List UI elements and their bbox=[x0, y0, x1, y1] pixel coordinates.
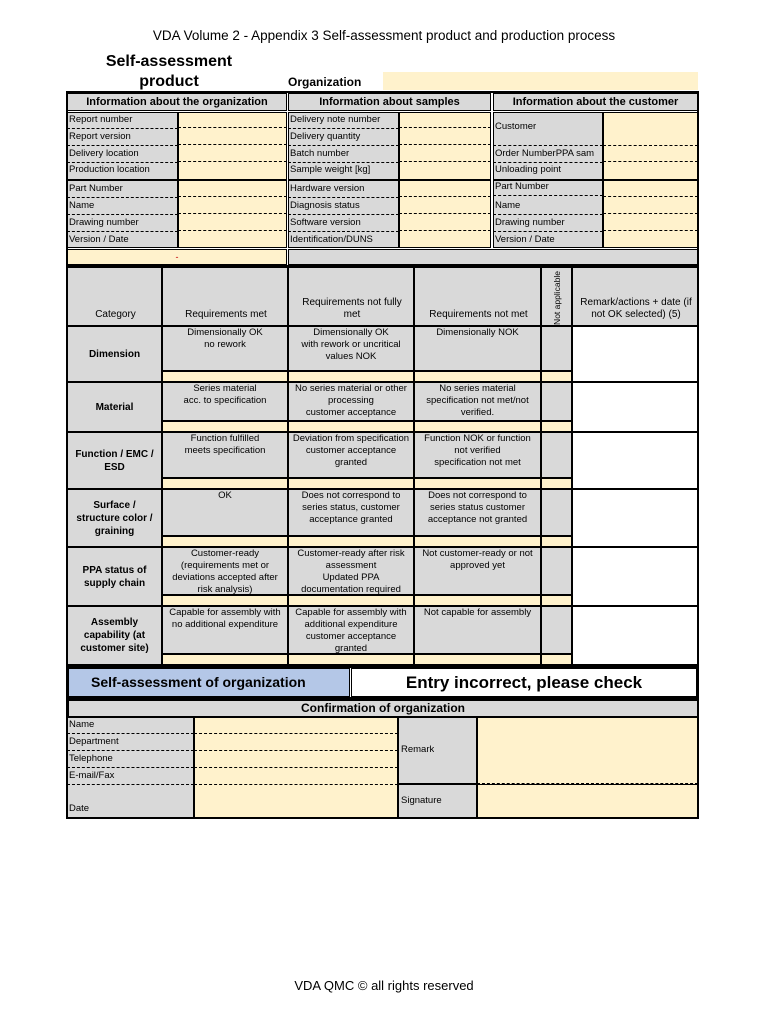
table-cell-entry-not-fully[interactable] bbox=[288, 371, 414, 382]
table-cell-not-applicable[interactable] bbox=[541, 547, 572, 595]
table-cell-text: Not capable for assembly bbox=[423, 607, 532, 618]
table-cell-entry-not-fully[interactable] bbox=[288, 654, 414, 665]
table-cell-text: Capable for assembly with additional expenditure customer acceptance granted bbox=[295, 607, 407, 654]
confirmation-input-date[interactable] bbox=[194, 785, 398, 818]
table-cell-text: Customer-ready (requirements met or deviations accepted after risk analysis) bbox=[172, 548, 278, 595]
remark-label-box bbox=[398, 717, 477, 784]
assessment-result-text: Entry incorrect, please check bbox=[405, 673, 643, 692]
sample-field-sample-weight: Sample weight [kg] bbox=[290, 164, 371, 175]
table-cell-not-applicable[interactable] bbox=[541, 326, 572, 371]
samples-info-header: Information about samples bbox=[288, 93, 491, 111]
assessment-result bbox=[351, 668, 697, 697]
customer-input-drawing-number[interactable] bbox=[603, 215, 698, 231]
table-cell-not-met bbox=[414, 489, 541, 536]
customer-field-part-number: Part Number bbox=[493, 179, 603, 196]
table-cell-text: Does not correspond to series status customer acceptance not granted bbox=[427, 490, 528, 525]
customer-field-name: Name bbox=[493, 198, 603, 215]
org-input-name[interactable] bbox=[178, 198, 287, 214]
sample-field-delivery-quantity: Delivery quantity bbox=[288, 129, 399, 146]
sample-input-hardware-version[interactable] bbox=[399, 181, 491, 197]
table-cell-text: Customer-ready after risk assessment Updated PPA documentation required bbox=[297, 548, 405, 595]
table-row-category: Dimension bbox=[67, 326, 162, 382]
table-cell-remark[interactable] bbox=[572, 432, 698, 489]
table-cell-remark[interactable] bbox=[572, 606, 698, 665]
footer-copyright: VDA QMC © all rights reserved bbox=[294, 978, 474, 993]
table-cell-met bbox=[162, 606, 288, 654]
table-cell-not-fully bbox=[288, 326, 414, 371]
sample-field-hardware-version: Hardware version bbox=[288, 181, 399, 198]
org-field-report-version: Report version bbox=[67, 129, 178, 146]
table-cell-entry-not-fully[interactable] bbox=[288, 536, 414, 547]
org-input-part-number[interactable] bbox=[178, 181, 287, 197]
table-cell-entry-not-met[interactable] bbox=[414, 371, 541, 382]
org-field-version-date: Version / Date bbox=[69, 234, 129, 245]
table-cell-entry-met[interactable] bbox=[162, 478, 288, 489]
table-cell-text: Function NOK or function not verified specification not met bbox=[424, 433, 531, 468]
status-field[interactable] bbox=[67, 249, 287, 265]
table-cell-text: Dimensionally OK with rework or uncritical values NOK bbox=[301, 327, 401, 362]
table-cell-text: No series material or other processing customer acceptance bbox=[295, 383, 407, 418]
org-field-name: Name bbox=[67, 198, 178, 215]
customer-input-version-date[interactable] bbox=[603, 232, 698, 248]
table-cell-not-applicable[interactable] bbox=[541, 432, 572, 478]
form-title bbox=[88, 52, 250, 92]
table-header-met bbox=[162, 267, 288, 326]
sample-input-software-version[interactable] bbox=[399, 215, 491, 231]
header-met-label: Requirements met bbox=[185, 309, 267, 320]
remark-input[interactable] bbox=[477, 717, 698, 784]
table-cell-met bbox=[162, 547, 288, 595]
table-cell-not-met bbox=[414, 547, 541, 595]
table-header-not-fully bbox=[288, 267, 414, 326]
confirmation-field-date: Date bbox=[69, 803, 90, 814]
confirmation-field-telephone: Telephone bbox=[67, 751, 194, 768]
org-field-report-number: Report number bbox=[67, 112, 178, 129]
table-cell-entry-not-met[interactable] bbox=[414, 654, 541, 665]
signature-label: Signature bbox=[401, 795, 442, 806]
table-cell-remark[interactable] bbox=[572, 489, 698, 547]
sample-field-software-version: Software version bbox=[288, 215, 399, 232]
table-cell-entry-met[interactable] bbox=[162, 595, 288, 606]
customer-field-version-date: Version / Date bbox=[495, 234, 555, 245]
header-na-label: Not applicable bbox=[552, 271, 562, 325]
sample-field-batch-number: Batch number bbox=[288, 146, 399, 163]
table-cell-met bbox=[162, 326, 288, 371]
org-input-version-date[interactable] bbox=[178, 232, 287, 248]
table-cell-not-fully bbox=[288, 547, 414, 595]
table-cell-entry-not-applicable[interactable] bbox=[541, 421, 572, 432]
signature-input[interactable] bbox=[477, 784, 698, 818]
table-cell-not-fully bbox=[288, 382, 414, 421]
table-cell-not-fully bbox=[288, 489, 414, 536]
confirmation-field-name: Name bbox=[67, 717, 194, 734]
signature-label-box bbox=[398, 784, 477, 818]
confirmation-input-telephone[interactable] bbox=[194, 751, 398, 768]
customer-field-unloading-point: Unloading point bbox=[495, 164, 562, 175]
table-header-remark bbox=[572, 267, 698, 326]
table-cell-remark[interactable] bbox=[572, 326, 698, 382]
form-title-line2: product bbox=[139, 73, 199, 90]
table-cell-text: Not customer-ready or not approved yet bbox=[422, 548, 533, 571]
table-row-category: Function / EMC / ESD bbox=[67, 432, 162, 489]
sample-field-diagnosis-status: Diagnosis status bbox=[288, 198, 399, 215]
table-cell-text: Dimensionally NOK bbox=[436, 327, 519, 338]
table-cell-not-fully bbox=[288, 606, 414, 654]
customer-info-header: Information about the customer bbox=[493, 93, 698, 111]
table-header-na bbox=[541, 267, 572, 326]
table-cell-text: Deviation from specification customer acceptance granted bbox=[292, 433, 410, 468]
table-cell-not-fully bbox=[288, 432, 414, 478]
org-field-delivery-location: Delivery location bbox=[67, 146, 178, 163]
confirmation-input-email-fax[interactable] bbox=[194, 768, 398, 785]
table-cell-entry-not-met[interactable] bbox=[414, 536, 541, 547]
customer-input-unloading-point[interactable] bbox=[603, 162, 698, 178]
customer-field-drawing-number: Drawing number bbox=[493, 215, 603, 232]
table-cell-met bbox=[162, 432, 288, 478]
form-title-line1: Self-assessment bbox=[105, 53, 233, 70]
table-row-category: PPA status of supply chain bbox=[67, 547, 162, 606]
table-cell-entry-not-applicable[interactable] bbox=[541, 478, 572, 489]
sample-input-identification-duns[interactable] bbox=[399, 232, 491, 248]
sample-field-identification-duns: Identification/DUNS bbox=[290, 234, 373, 245]
org-input-report-version[interactable] bbox=[178, 129, 287, 145]
table-cell-remark[interactable] bbox=[572, 382, 698, 432]
organization-input[interactable] bbox=[383, 72, 698, 90]
confirmation-input-department[interactable] bbox=[194, 734, 398, 751]
header-category-label: Category bbox=[95, 309, 136, 320]
customer-input-order-number[interactable] bbox=[603, 146, 698, 162]
table-cell-entry-met[interactable] bbox=[162, 421, 288, 432]
table-cell-text: Does not correspond to series status, customer acceptance granted bbox=[301, 490, 401, 525]
table-cell-text: Dimensionally OK no rework bbox=[187, 327, 263, 350]
org-input-delivery-location[interactable] bbox=[178, 146, 287, 162]
org-input-drawing-number[interactable] bbox=[178, 215, 287, 231]
header-remark-label: Remark/actions + date (if not OK selected) (5) bbox=[580, 297, 692, 320]
table-cell-entry-not-met[interactable] bbox=[414, 595, 541, 606]
org-field-drawing-number: Drawing number bbox=[67, 215, 178, 232]
assessment-label-text: Self-assessment of organization bbox=[91, 674, 306, 690]
header-not-fully-label: Requirements not fully met bbox=[302, 297, 402, 320]
sample-field-delivery-note: Delivery note number bbox=[288, 112, 399, 129]
org-field-production-location: Production location bbox=[69, 164, 150, 175]
table-header-category bbox=[67, 267, 162, 326]
table-cell-entry-not-fully[interactable] bbox=[288, 478, 414, 489]
table-cell-text: Series material acc. to specification bbox=[183, 383, 267, 406]
table-cell-entry-not-met[interactable] bbox=[414, 478, 541, 489]
table-cell-entry-not-applicable[interactable] bbox=[541, 371, 572, 382]
status-dash: - bbox=[175, 252, 179, 262]
sample-input-diagnosis-status[interactable] bbox=[399, 198, 491, 214]
table-cell-not-applicable[interactable] bbox=[541, 489, 572, 536]
table-cell-entry-not-met[interactable] bbox=[414, 421, 541, 432]
customer-input-part-number[interactable] bbox=[603, 181, 698, 197]
org-input-production-location[interactable] bbox=[178, 162, 287, 178]
table-cell-remark[interactable] bbox=[572, 547, 698, 606]
table-cell-text: Capable for assembly with no additional expenditure bbox=[169, 607, 281, 630]
table-cell-entry-not-applicable[interactable] bbox=[541, 595, 572, 606]
table-cell-text: No series material specification not met/not verified. bbox=[426, 383, 529, 418]
table-header-not-met bbox=[414, 267, 541, 326]
table-cell-entry-not-fully[interactable] bbox=[288, 421, 414, 432]
table-row-category: Assembly capability (at customer site) bbox=[67, 606, 162, 665]
document-title: VDA Volume 2 - Appendix 3 Self-assessment product and production process bbox=[152, 28, 616, 43]
assessment-table bbox=[66, 266, 699, 666]
customer-field-customer: Customer bbox=[493, 112, 603, 146]
table-row-category: Surface / structure color / graining bbox=[67, 489, 162, 547]
sample-input-sample-weight[interactable] bbox=[399, 162, 491, 178]
table-row-category: Material bbox=[67, 382, 162, 432]
table-cell-entry-met[interactable] bbox=[162, 536, 288, 547]
table-cell-met bbox=[162, 489, 288, 536]
table-cell-entry-not-applicable[interactable] bbox=[541, 536, 572, 547]
table-cell-text: OK bbox=[218, 490, 232, 501]
customer-field-order-number: Order NumberPPA sam bbox=[493, 146, 603, 163]
table-cell-not-met bbox=[414, 326, 541, 371]
table-cell-met bbox=[162, 382, 288, 421]
header-not-met-label: Requirements not met bbox=[429, 309, 528, 320]
table-cell-not-met bbox=[414, 432, 541, 478]
table-cell-not-applicable[interactable] bbox=[541, 382, 572, 421]
table-cell-entry-not-fully[interactable] bbox=[288, 595, 414, 606]
sample-input-delivery-note[interactable] bbox=[399, 112, 491, 128]
organization-label: Organization bbox=[288, 75, 362, 89]
remark-label: Remark bbox=[401, 744, 435, 755]
table-cell-entry-met[interactable] bbox=[162, 654, 288, 665]
org-field-part-number: Part Number bbox=[67, 181, 178, 198]
table-cell-not-met bbox=[414, 382, 541, 421]
table-cell-text: Function fulfilled meets specification bbox=[184, 433, 266, 456]
customer-input-name[interactable] bbox=[603, 198, 698, 214]
assessment-label bbox=[68, 668, 350, 697]
confirmation-title: Confirmation of organization bbox=[68, 700, 698, 717]
sample-input-delivery-quantity[interactable] bbox=[399, 129, 491, 145]
table-cell-not-met bbox=[414, 606, 541, 654]
status-bar bbox=[288, 249, 698, 265]
confirmation-input-name[interactable] bbox=[194, 717, 398, 734]
org-info-header: Information about the organization bbox=[67, 93, 287, 111]
confirmation-field-department: Department bbox=[67, 734, 194, 751]
table-cell-entry-not-applicable[interactable] bbox=[541, 654, 572, 665]
sample-input-batch-number[interactable] bbox=[399, 146, 491, 162]
table-cell-not-applicable[interactable] bbox=[541, 606, 572, 654]
confirmation-field-email-fax: E-mail/Fax bbox=[67, 768, 194, 785]
table-cell-entry-met[interactable] bbox=[162, 371, 288, 382]
org-input-report-number[interactable] bbox=[178, 112, 287, 128]
customer-input-customer[interactable] bbox=[603, 112, 698, 146]
